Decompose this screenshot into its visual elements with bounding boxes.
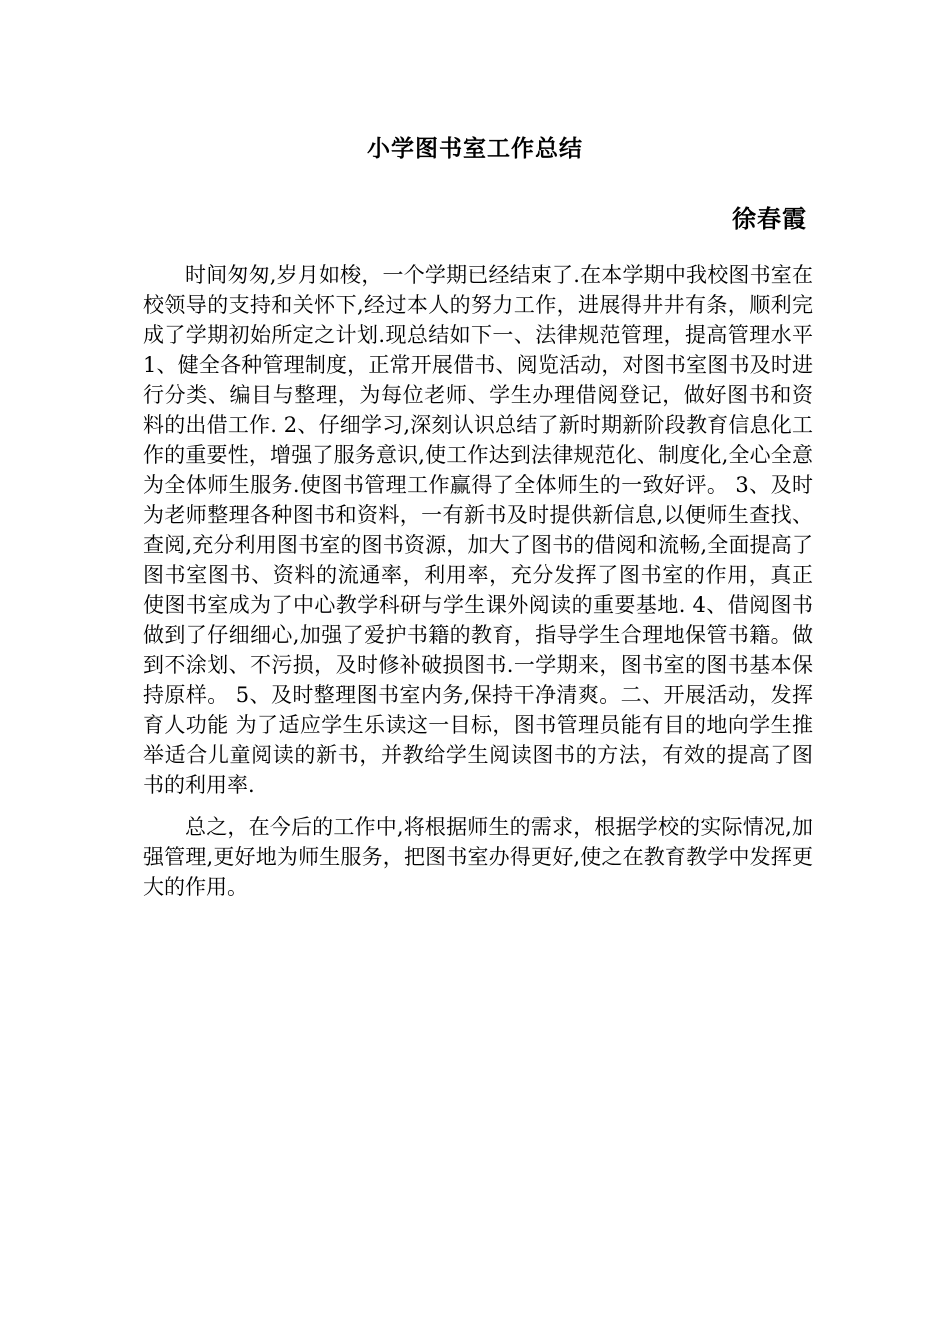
body-paragraph: 时间匆匆,岁月如梭，一个学期已经结束了.在本学期中我校图书室在校领导的支持和关怀下,经过本人的努力工作，进展得井井有条，顺利完成了学期初始所定之计划.现总结如下一、法律规范管理，提高管理水平 1、健全各种管理制度，正常开展借书、阅览活动，对图书室图书及时进行分类、编目与整理，为每位老师、学生办理借阅登记，做好图书和资料的出借工作. 2、仔细学习,深刻认识总结了新时期新阶段教育信息化工作的重要性，增强了服务意识,使工作达到法律规范化、制度化,全心全意为全体师生服务.使图书管理工作赢得了全体师生的一致好评。 3、及时为老师整理各种图书和资料，一有新书及时提供新信息,以便师生查找、查阅,充分利用图书室的图书资源，加大了图书的借阅和流畅,全面提高了图书室图书、资料的流通率，利用率，充分发挥了图书室的作用，真正使图书室成为了中心教学科研与学生课外阅读的重要基地. 4、借阅图书做到了仔细细心,加强了爱护书籍的教育，指导学生合理地保管书籍。做到不涂划、不污损，及时修补破损图书.一学期来，图书室的图书基本保持原样。 5、及时整理图书室内务,保持干净清爽。二、开展活动，发挥育人功能 为了适应学生乐读这一目标，图书管理员能有目的地向学生推举适合儿童阅读的新书，并教给学生阅读图书的方法，有效的提高了图书的利用率. (143, 263, 813, 797)
body-paragraph: 总之，在今后的工作中,将根据师生的需求，根据学校的实际情况,加强管理,更好地为师生服务，把图书室办得更好,使之在教育教学中发挥更大的作用。 (143, 815, 813, 899)
document-author: 徐春霞 (732, 205, 807, 233)
document-body (143, 260, 813, 902)
document-title: 小学图书室工作总结 (367, 136, 583, 162)
